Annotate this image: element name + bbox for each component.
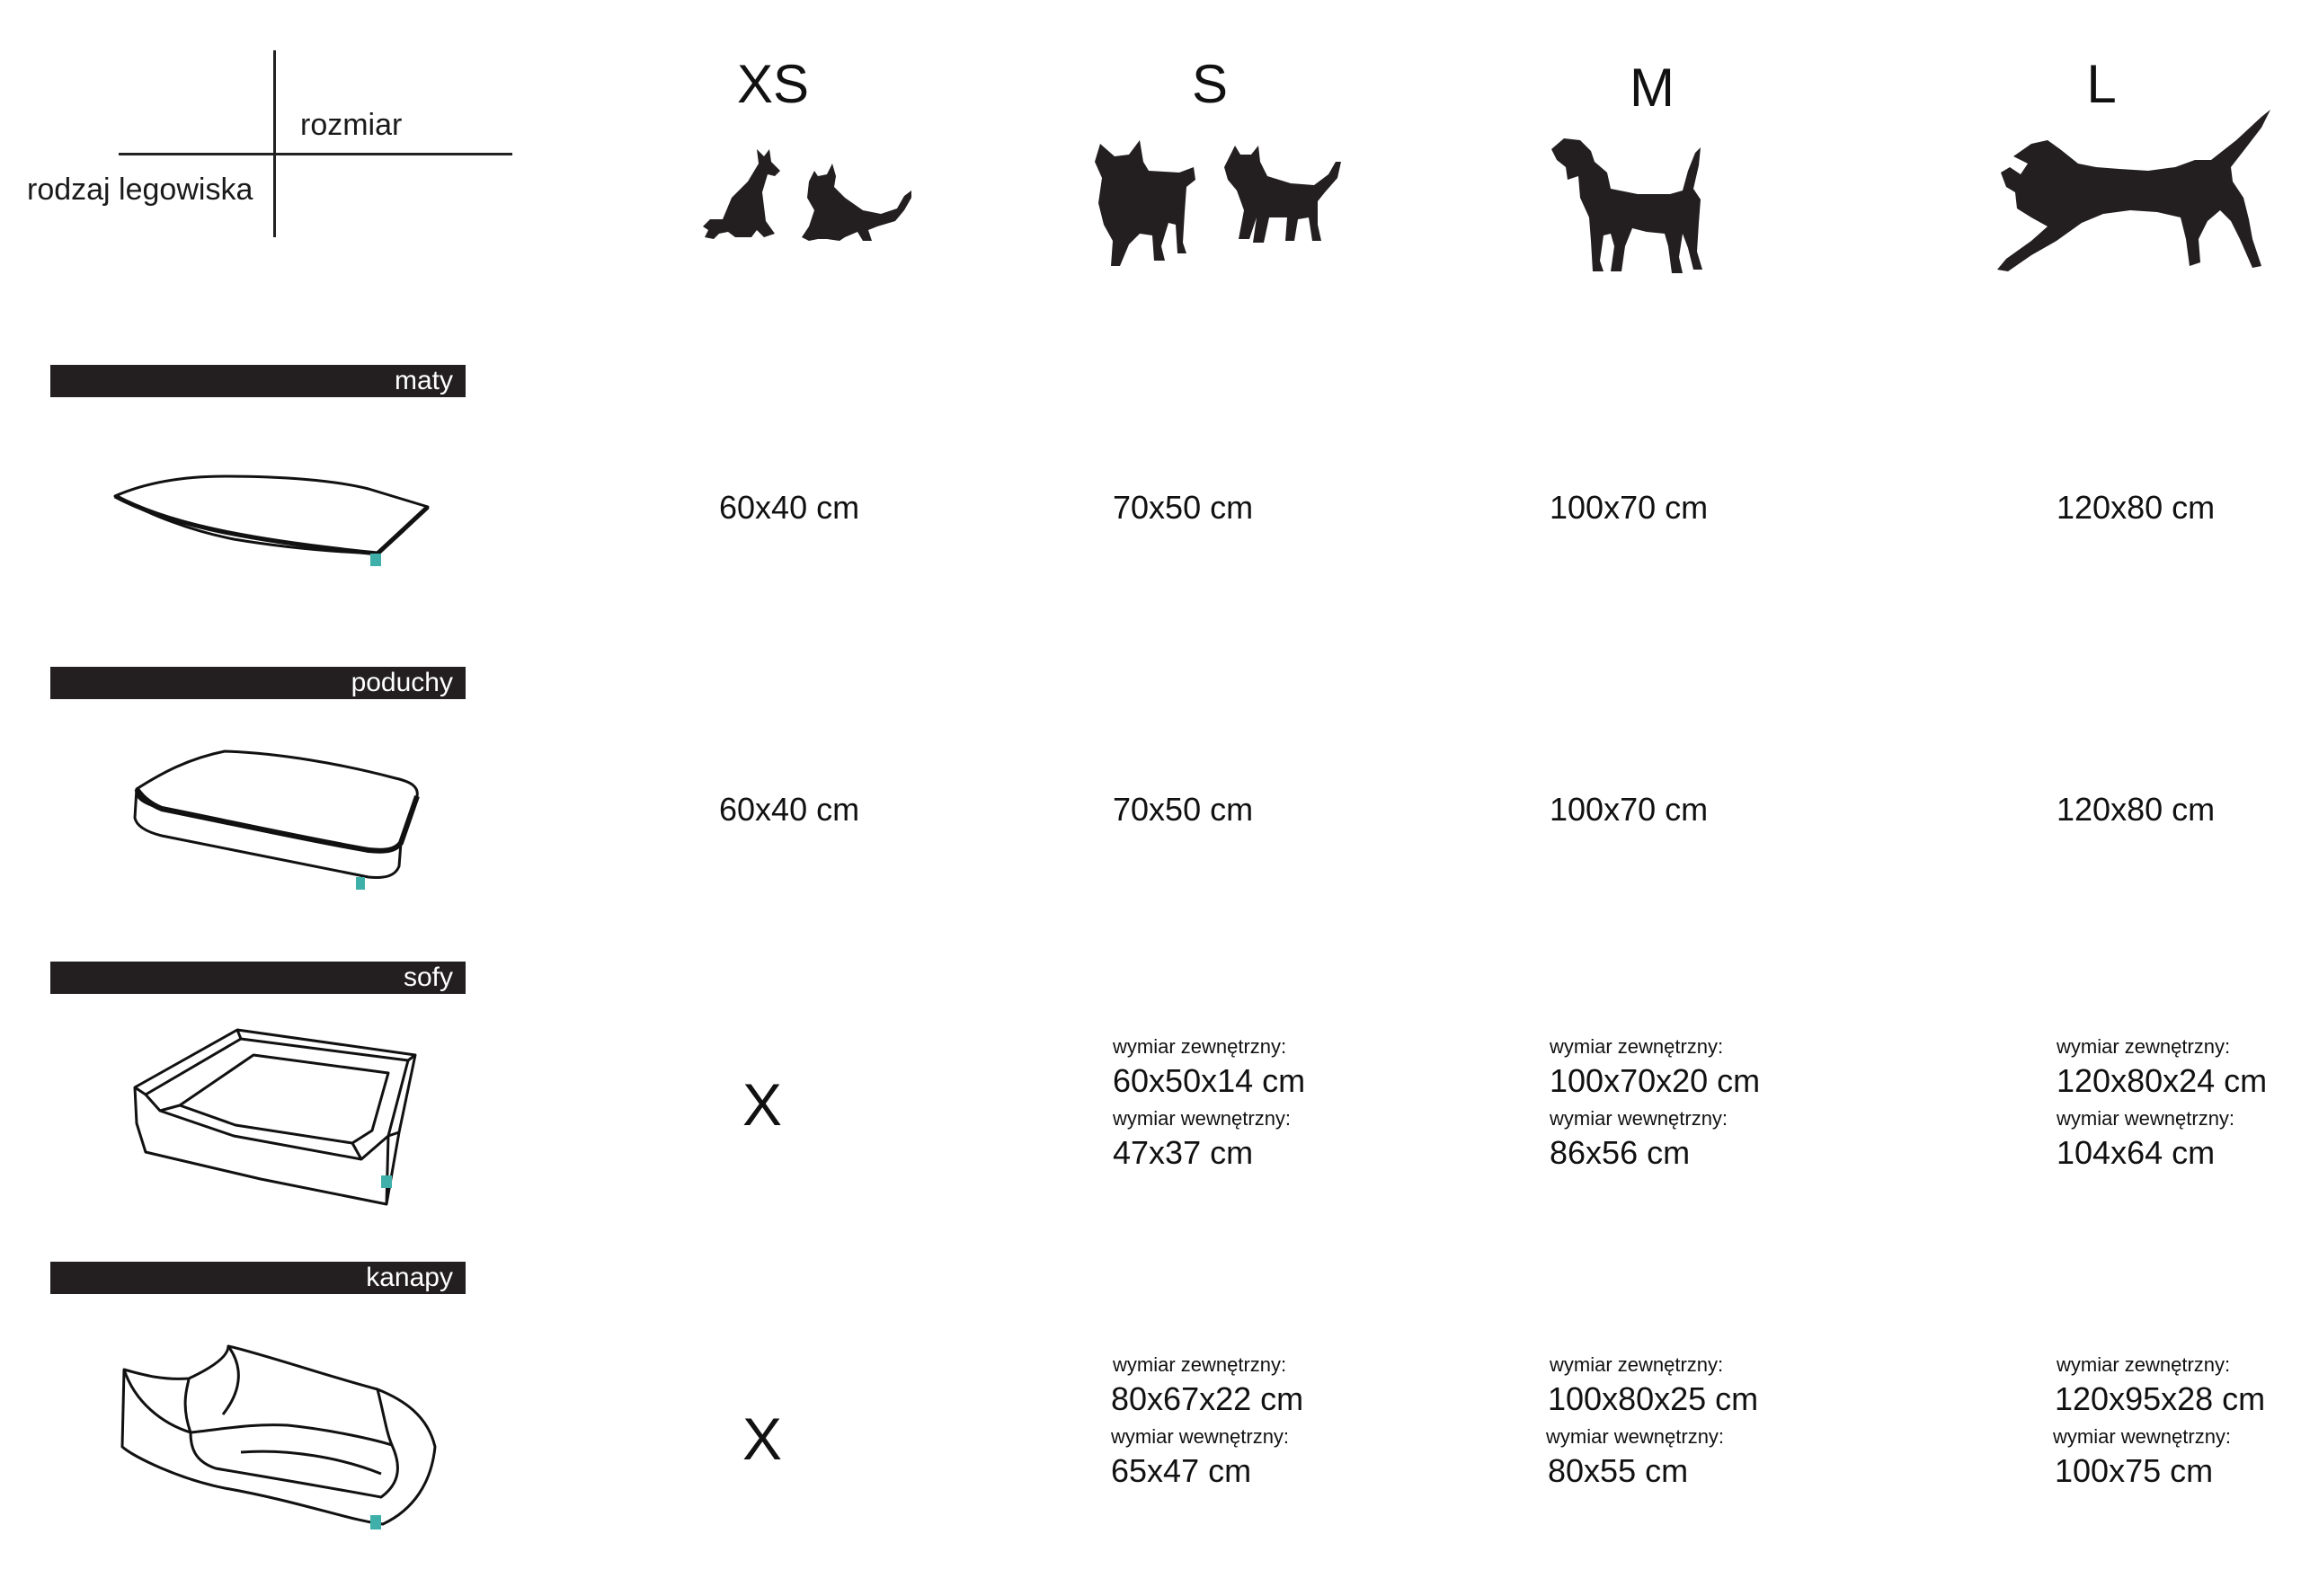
bulldog-and-cat-icon xyxy=(1093,135,1345,270)
size-header-s: S xyxy=(1191,54,1229,114)
size-header-l: L xyxy=(2086,54,2117,114)
sofy-l-outer: 120x80x24 cm xyxy=(2057,1062,2268,1099)
cushion-bed-icon xyxy=(126,746,431,899)
maty-s-size: 70x50 cm xyxy=(1113,489,1254,526)
sofy-xs-unavailable: X xyxy=(742,1071,783,1138)
kanapy-l-outer-label: wymiar zewnętrzny: xyxy=(2057,1353,2231,1376)
sofy-s-inner: 47x37 cm xyxy=(1113,1134,1254,1171)
poduchy-xs-size: 60x40 cm xyxy=(719,791,860,828)
size-header-m: M xyxy=(1630,58,1675,118)
maty-l-size: 120x80 cm xyxy=(2057,489,2216,526)
row-label-poduchy: poduchy xyxy=(50,667,466,699)
kanapy-s-outer: 80x67x22 cm xyxy=(1111,1380,1304,1417)
sofy-m-outer: 100x70x20 cm xyxy=(1550,1062,1761,1099)
kanapy-m-inner: 80x55 cm xyxy=(1548,1452,1689,1489)
row-label-maty: maty xyxy=(50,365,466,397)
sofy-l-outer-label: wymiar zewnętrzny: xyxy=(2057,1035,2231,1058)
poduchy-s-size: 70x50 cm xyxy=(1113,791,1254,828)
mat-bed-icon xyxy=(108,467,440,575)
kanapy-s-inner-label: wymiar wewnętrzny: xyxy=(1111,1425,1290,1448)
sofy-m-outer-label: wymiar zewnętrzny: xyxy=(1550,1035,1724,1058)
kanapy-s-inner: 65x47 cm xyxy=(1111,1452,1252,1489)
size-axis-label: rozmiar xyxy=(300,108,403,142)
kanapy-xs-unavailable: X xyxy=(742,1405,783,1472)
dog-and-cat-sitting-icon xyxy=(692,144,917,252)
corner-vertical-divider xyxy=(273,50,276,237)
sofy-l-inner-label: wymiar wewnętrzny: xyxy=(2057,1107,2235,1130)
beagle-icon xyxy=(1548,135,1710,279)
kanapy-m-outer: 100x80x25 cm xyxy=(1548,1380,1759,1417)
sofy-m-inner: 86x56 cm xyxy=(1550,1134,1691,1171)
sofy-l-inner: 104x64 cm xyxy=(2057,1134,2216,1171)
size-header-xs: XS xyxy=(736,54,810,114)
row-label-kanapy: kanapy xyxy=(50,1262,466,1294)
bed-type-axis-label: rodzaj legowiska xyxy=(27,173,253,207)
kanapy-l-inner: 100x75 cm xyxy=(2055,1452,2214,1489)
couch-bed-icon xyxy=(117,1339,440,1546)
kanapy-l-outer: 120x95x28 cm xyxy=(2055,1380,2266,1417)
kanapy-l-inner-label: wymiar wewnętrzny: xyxy=(2053,1425,2232,1448)
row-label-sofy: sofy xyxy=(50,962,466,994)
poduchy-m-size: 100x70 cm xyxy=(1550,791,1709,828)
maty-m-size: 100x70 cm xyxy=(1550,489,1709,526)
sofy-m-inner-label: wymiar wewnętrzny: xyxy=(1550,1107,1728,1130)
poduchy-l-size: 120x80 cm xyxy=(2057,791,2216,828)
sofy-s-inner-label: wymiar wewnętrzny: xyxy=(1113,1107,1292,1130)
sofy-s-outer: 60x50x14 cm xyxy=(1113,1062,1306,1099)
sofa-bed-icon xyxy=(126,1024,431,1213)
large-dog-stretching-icon xyxy=(1995,104,2274,284)
maty-xs-size: 60x40 cm xyxy=(719,489,860,526)
sofy-s-outer-label: wymiar zewnętrzny: xyxy=(1113,1035,1287,1058)
kanapy-s-outer-label: wymiar zewnętrzny: xyxy=(1113,1353,1287,1376)
kanapy-m-inner-label: wymiar wewnętrzny: xyxy=(1546,1425,1725,1448)
corner-horizontal-divider xyxy=(119,153,512,155)
kanapy-m-outer-label: wymiar zewnętrzny: xyxy=(1550,1353,1724,1376)
